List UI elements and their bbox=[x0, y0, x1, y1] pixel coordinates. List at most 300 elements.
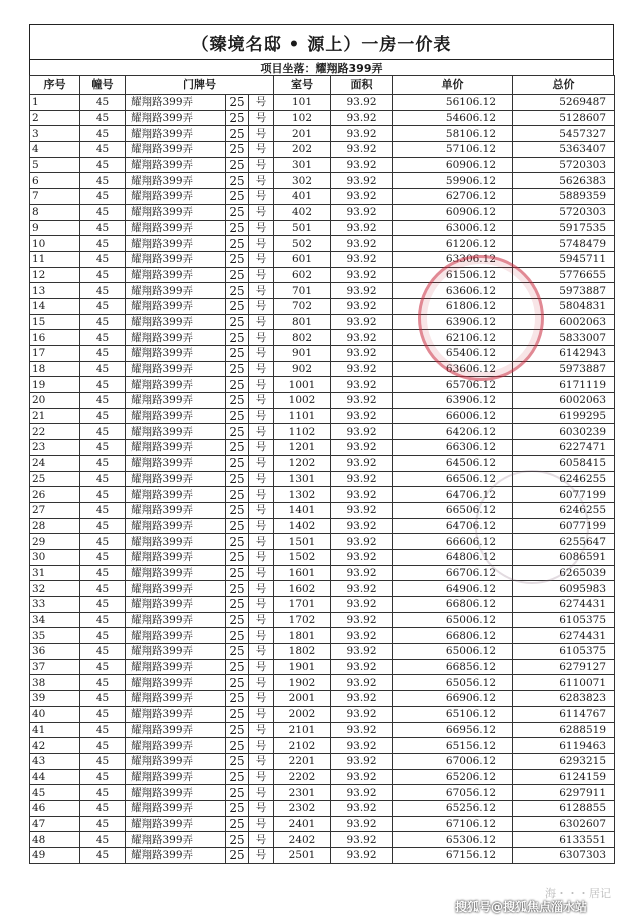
row-room: 301 bbox=[274, 157, 331, 173]
row-building: 45 bbox=[80, 346, 126, 362]
row-unit-price: 67106.12 bbox=[393, 816, 513, 832]
row-road: 耀翔路399弄 bbox=[126, 597, 226, 613]
row-hao: 号 bbox=[249, 691, 274, 707]
row-total-price: 5804831 bbox=[513, 298, 615, 314]
row-total-price: 5748479 bbox=[513, 236, 615, 252]
row-room: 1502 bbox=[274, 549, 331, 565]
row-hao: 号 bbox=[249, 236, 274, 252]
table-row bbox=[30, 565, 615, 581]
row-area: 93.92 bbox=[331, 659, 393, 675]
row-area: 93.92 bbox=[331, 377, 393, 393]
row-room: 2101 bbox=[274, 722, 331, 738]
row-room: 802 bbox=[274, 330, 331, 346]
row-unit-price: 62106.12 bbox=[393, 330, 513, 346]
row-building: 45 bbox=[80, 298, 126, 314]
table-row bbox=[30, 393, 615, 409]
row-seq: 25 bbox=[30, 471, 80, 487]
row-room: 1402 bbox=[274, 518, 331, 534]
row-hao: 号 bbox=[249, 220, 274, 236]
row-total-price: 6246255 bbox=[513, 502, 615, 518]
row-road: 耀翔路399弄 bbox=[126, 220, 226, 236]
row-unit-price: 65056.12 bbox=[393, 675, 513, 691]
row-total-price: 5363407 bbox=[513, 142, 615, 158]
row-seq: 41 bbox=[30, 722, 80, 738]
row-road: 耀翔路399弄 bbox=[126, 204, 226, 220]
row-hao: 号 bbox=[249, 361, 274, 377]
row-unit-price: 65106.12 bbox=[393, 706, 513, 722]
row-seq: 17 bbox=[30, 346, 80, 362]
row-area: 93.92 bbox=[331, 565, 393, 581]
row-road: 耀翔路399弄 bbox=[126, 236, 226, 252]
row-hao: 号 bbox=[249, 518, 274, 534]
row-seq: 24 bbox=[30, 455, 80, 471]
row-building: 45 bbox=[80, 330, 126, 346]
row-hao: 号 bbox=[249, 267, 274, 283]
row-unit-price: 60906.12 bbox=[393, 157, 513, 173]
header-unit-price: 单价 bbox=[393, 76, 513, 95]
row-door-number: 25 bbox=[226, 330, 249, 346]
row-unit-price: 63306.12 bbox=[393, 251, 513, 267]
row-seq: 1 bbox=[30, 95, 80, 111]
row-area: 93.92 bbox=[331, 424, 393, 440]
row-door-number: 25 bbox=[226, 581, 249, 597]
row-hao: 号 bbox=[249, 644, 274, 660]
row-total-price: 5833007 bbox=[513, 330, 615, 346]
row-room: 1801 bbox=[274, 628, 331, 644]
row-building: 45 bbox=[80, 157, 126, 173]
row-area: 93.92 bbox=[331, 549, 393, 565]
row-seq: 40 bbox=[30, 706, 80, 722]
row-total-price: 5269487 bbox=[513, 95, 615, 111]
row-seq: 22 bbox=[30, 424, 80, 440]
row-seq: 33 bbox=[30, 597, 80, 613]
row-seq: 11 bbox=[30, 251, 80, 267]
row-building: 45 bbox=[80, 487, 126, 503]
row-door-number: 25 bbox=[226, 738, 249, 754]
row-building: 45 bbox=[80, 722, 126, 738]
row-total-price: 6105375 bbox=[513, 612, 615, 628]
row-door-number: 25 bbox=[226, 722, 249, 738]
row-room: 1702 bbox=[274, 612, 331, 628]
row-road: 耀翔路399弄 bbox=[126, 502, 226, 518]
row-door-number: 25 bbox=[226, 518, 249, 534]
row-unit-price: 64706.12 bbox=[393, 487, 513, 503]
row-hao: 号 bbox=[249, 549, 274, 565]
row-door-number: 25 bbox=[226, 753, 249, 769]
row-building: 45 bbox=[80, 581, 126, 597]
table-row bbox=[30, 644, 615, 660]
row-seq: 39 bbox=[30, 691, 80, 707]
row-seq: 29 bbox=[30, 534, 80, 550]
row-area: 93.92 bbox=[331, 502, 393, 518]
row-door-number: 25 bbox=[226, 628, 249, 644]
row-total-price: 5626383 bbox=[513, 173, 615, 189]
table-row bbox=[30, 753, 615, 769]
row-door-number: 25 bbox=[226, 95, 249, 111]
row-building: 45 bbox=[80, 142, 126, 158]
row-area: 93.92 bbox=[331, 816, 393, 832]
row-road: 耀翔路399弄 bbox=[126, 440, 226, 456]
table-row bbox=[30, 800, 615, 816]
row-unit-price: 64906.12 bbox=[393, 581, 513, 597]
row-room: 1701 bbox=[274, 597, 331, 613]
row-road: 耀翔路399弄 bbox=[126, 377, 226, 393]
table-row bbox=[30, 314, 615, 330]
row-area: 93.92 bbox=[331, 706, 393, 722]
table-row bbox=[30, 848, 615, 864]
row-hao: 号 bbox=[249, 722, 274, 738]
row-door-number: 25 bbox=[226, 283, 249, 299]
row-seq: 5 bbox=[30, 157, 80, 173]
row-door-number: 25 bbox=[226, 236, 249, 252]
row-total-price: 6086591 bbox=[513, 549, 615, 565]
row-area: 93.92 bbox=[331, 471, 393, 487]
row-seq: 3 bbox=[30, 126, 80, 142]
row-seq: 34 bbox=[30, 612, 80, 628]
row-total-price: 6255647 bbox=[513, 534, 615, 550]
row-total-price: 6302607 bbox=[513, 816, 615, 832]
row-room: 2301 bbox=[274, 785, 331, 801]
row-building: 45 bbox=[80, 95, 126, 111]
row-area: 93.92 bbox=[331, 110, 393, 126]
row-hao: 号 bbox=[249, 126, 274, 142]
row-hao: 号 bbox=[249, 440, 274, 456]
row-unit-price: 66806.12 bbox=[393, 597, 513, 613]
row-door-number: 25 bbox=[226, 487, 249, 503]
row-unit-price: 63906.12 bbox=[393, 314, 513, 330]
row-building: 45 bbox=[80, 440, 126, 456]
row-seq: 45 bbox=[30, 785, 80, 801]
row-room: 702 bbox=[274, 298, 331, 314]
row-road: 耀翔路399弄 bbox=[126, 487, 226, 503]
table-row bbox=[30, 189, 615, 205]
table-row bbox=[30, 126, 615, 142]
row-door-number: 25 bbox=[226, 346, 249, 362]
row-area: 93.92 bbox=[331, 644, 393, 660]
row-building: 45 bbox=[80, 675, 126, 691]
row-room: 901 bbox=[274, 346, 331, 362]
row-door-number: 25 bbox=[226, 361, 249, 377]
table-row bbox=[30, 346, 615, 362]
row-road: 耀翔路399弄 bbox=[126, 330, 226, 346]
row-room: 1302 bbox=[274, 487, 331, 503]
row-road: 耀翔路399弄 bbox=[126, 267, 226, 283]
table-row bbox=[30, 157, 615, 173]
row-room: 1802 bbox=[274, 644, 331, 660]
row-unit-price: 57106.12 bbox=[393, 142, 513, 158]
row-building: 45 bbox=[80, 565, 126, 581]
row-hao: 号 bbox=[249, 706, 274, 722]
row-road: 耀翔路399弄 bbox=[126, 581, 226, 597]
row-road: 耀翔路399弄 bbox=[126, 675, 226, 691]
row-unit-price: 60906.12 bbox=[393, 204, 513, 220]
row-road: 耀翔路399弄 bbox=[126, 769, 226, 785]
row-area: 93.92 bbox=[331, 581, 393, 597]
row-unit-price: 65256.12 bbox=[393, 800, 513, 816]
row-road: 耀翔路399弄 bbox=[126, 471, 226, 487]
row-road: 耀翔路399弄 bbox=[126, 346, 226, 362]
table-row bbox=[30, 581, 615, 597]
row-area: 93.92 bbox=[331, 738, 393, 754]
row-door-number: 25 bbox=[226, 440, 249, 456]
row-hao: 号 bbox=[249, 251, 274, 267]
row-room: 2102 bbox=[274, 738, 331, 754]
row-unit-price: 63006.12 bbox=[393, 220, 513, 236]
row-area: 93.92 bbox=[331, 251, 393, 267]
row-total-price: 5945711 bbox=[513, 251, 615, 267]
row-door-number: 25 bbox=[226, 189, 249, 205]
row-seq: 10 bbox=[30, 236, 80, 252]
row-total-price: 5720303 bbox=[513, 204, 615, 220]
row-building: 45 bbox=[80, 204, 126, 220]
row-hao: 号 bbox=[249, 800, 274, 816]
table-row bbox=[30, 142, 615, 158]
row-door-number: 25 bbox=[226, 142, 249, 158]
row-hao: 号 bbox=[249, 408, 274, 424]
row-total-price: 6077199 bbox=[513, 487, 615, 503]
row-door-number: 25 bbox=[226, 612, 249, 628]
row-seq: 30 bbox=[30, 549, 80, 565]
row-area: 93.92 bbox=[331, 189, 393, 205]
row-area: 93.92 bbox=[331, 330, 393, 346]
table-row bbox=[30, 251, 615, 267]
row-unit-price: 62706.12 bbox=[393, 189, 513, 205]
row-seq: 6 bbox=[30, 173, 80, 189]
row-building: 45 bbox=[80, 691, 126, 707]
row-door-number: 25 bbox=[226, 832, 249, 848]
row-door-number: 25 bbox=[226, 769, 249, 785]
row-hao: 号 bbox=[249, 110, 274, 126]
row-road: 耀翔路399弄 bbox=[126, 408, 226, 424]
project-location: 项目坐落：耀翔路399弄 bbox=[29, 59, 614, 75]
row-total-price: 6293215 bbox=[513, 753, 615, 769]
row-unit-price: 61806.12 bbox=[393, 298, 513, 314]
table-row bbox=[30, 440, 615, 456]
row-building: 45 bbox=[80, 408, 126, 424]
row-hao: 号 bbox=[249, 157, 274, 173]
row-door-number: 25 bbox=[226, 298, 249, 314]
row-unit-price: 66906.12 bbox=[393, 691, 513, 707]
row-unit-price: 66306.12 bbox=[393, 440, 513, 456]
row-total-price: 6002063 bbox=[513, 393, 615, 409]
row-total-price: 6297911 bbox=[513, 785, 615, 801]
table-row bbox=[30, 785, 615, 801]
row-door-number: 25 bbox=[226, 471, 249, 487]
row-seq: 16 bbox=[30, 330, 80, 346]
row-room: 2401 bbox=[274, 816, 331, 832]
row-hao: 号 bbox=[249, 612, 274, 628]
row-hao: 号 bbox=[249, 314, 274, 330]
row-room: 501 bbox=[274, 220, 331, 236]
row-road: 耀翔路399弄 bbox=[126, 455, 226, 471]
row-building: 45 bbox=[80, 597, 126, 613]
table-row bbox=[30, 691, 615, 707]
row-hao: 号 bbox=[249, 487, 274, 503]
row-area: 93.92 bbox=[331, 597, 393, 613]
row-door-number: 25 bbox=[226, 220, 249, 236]
row-room: 1602 bbox=[274, 581, 331, 597]
row-road: 耀翔路399弄 bbox=[126, 800, 226, 816]
table-row bbox=[30, 361, 615, 377]
row-road: 耀翔路399弄 bbox=[126, 189, 226, 205]
header-seq: 序号 bbox=[30, 76, 80, 95]
row-road: 耀翔路399弄 bbox=[126, 644, 226, 660]
row-hao: 号 bbox=[249, 534, 274, 550]
row-room: 502 bbox=[274, 236, 331, 252]
row-seq: 47 bbox=[30, 816, 80, 832]
row-area: 93.92 bbox=[331, 95, 393, 111]
row-seq: 12 bbox=[30, 267, 80, 283]
row-seq: 20 bbox=[30, 393, 80, 409]
row-unit-price: 65006.12 bbox=[393, 612, 513, 628]
row-road: 耀翔路399弄 bbox=[126, 612, 226, 628]
row-unit-price: 64206.12 bbox=[393, 424, 513, 440]
row-room: 1901 bbox=[274, 659, 331, 675]
row-hao: 号 bbox=[249, 832, 274, 848]
table-row bbox=[30, 612, 615, 628]
table-header-row bbox=[30, 76, 615, 95]
row-area: 93.92 bbox=[331, 236, 393, 252]
row-unit-price: 64706.12 bbox=[393, 518, 513, 534]
row-seq: 18 bbox=[30, 361, 80, 377]
row-unit-price: 64806.12 bbox=[393, 549, 513, 565]
row-unit-price: 61506.12 bbox=[393, 267, 513, 283]
table-row bbox=[30, 471, 615, 487]
table-row bbox=[30, 628, 615, 644]
row-area: 93.92 bbox=[331, 393, 393, 409]
row-road: 耀翔路399弄 bbox=[126, 565, 226, 581]
row-hao: 号 bbox=[249, 675, 274, 691]
row-unit-price: 67006.12 bbox=[393, 753, 513, 769]
table-row bbox=[30, 706, 615, 722]
row-room: 201 bbox=[274, 126, 331, 142]
row-door-number: 25 bbox=[226, 424, 249, 440]
row-road: 耀翔路399弄 bbox=[126, 110, 226, 126]
row-room: 602 bbox=[274, 267, 331, 283]
row-room: 401 bbox=[274, 189, 331, 205]
row-area: 93.92 bbox=[331, 487, 393, 503]
row-hao: 号 bbox=[249, 769, 274, 785]
row-hao: 号 bbox=[249, 393, 274, 409]
row-area: 93.92 bbox=[331, 157, 393, 173]
row-total-price: 5776655 bbox=[513, 267, 615, 283]
row-door-number: 25 bbox=[226, 204, 249, 220]
row-building: 45 bbox=[80, 126, 126, 142]
table-row bbox=[30, 204, 615, 220]
table-row bbox=[30, 816, 615, 832]
row-hao: 号 bbox=[249, 346, 274, 362]
row-unit-price: 63606.12 bbox=[393, 283, 513, 299]
row-unit-price: 54606.12 bbox=[393, 110, 513, 126]
row-road: 耀翔路399弄 bbox=[126, 361, 226, 377]
row-road: 耀翔路399弄 bbox=[126, 424, 226, 440]
row-hao: 号 bbox=[249, 848, 274, 864]
row-unit-price: 66506.12 bbox=[393, 471, 513, 487]
row-building: 45 bbox=[80, 455, 126, 471]
row-room: 101 bbox=[274, 95, 331, 111]
table-row bbox=[30, 659, 615, 675]
row-room: 2001 bbox=[274, 691, 331, 707]
table-row bbox=[30, 487, 615, 503]
row-total-price: 6265039 bbox=[513, 565, 615, 581]
row-area: 93.92 bbox=[331, 204, 393, 220]
row-hao: 号 bbox=[249, 581, 274, 597]
row-unit-price: 56106.12 bbox=[393, 95, 513, 111]
row-door-number: 25 bbox=[226, 377, 249, 393]
row-hao: 号 bbox=[249, 189, 274, 205]
row-unit-price: 64506.12 bbox=[393, 455, 513, 471]
row-road: 耀翔路399弄 bbox=[126, 691, 226, 707]
row-building: 45 bbox=[80, 393, 126, 409]
row-road: 耀翔路399弄 bbox=[126, 628, 226, 644]
row-seq: 36 bbox=[30, 644, 80, 660]
row-hao: 号 bbox=[249, 785, 274, 801]
row-seq: 37 bbox=[30, 659, 80, 675]
row-total-price: 5973887 bbox=[513, 361, 615, 377]
row-road: 耀翔路399弄 bbox=[126, 142, 226, 158]
row-total-price: 5917535 bbox=[513, 220, 615, 236]
row-area: 93.92 bbox=[331, 440, 393, 456]
row-seq: 4 bbox=[30, 142, 80, 158]
table-row bbox=[30, 597, 615, 613]
row-unit-price: 66706.12 bbox=[393, 565, 513, 581]
row-room: 601 bbox=[274, 251, 331, 267]
table-row bbox=[30, 110, 615, 126]
row-door-number: 25 bbox=[226, 455, 249, 471]
row-unit-price: 67056.12 bbox=[393, 785, 513, 801]
row-seq: 9 bbox=[30, 220, 80, 236]
row-door-number: 25 bbox=[226, 706, 249, 722]
row-road: 耀翔路399弄 bbox=[126, 659, 226, 675]
row-seq: 43 bbox=[30, 753, 80, 769]
header-area: 面积 bbox=[331, 76, 393, 95]
table-row bbox=[30, 738, 615, 754]
row-unit-price: 65206.12 bbox=[393, 769, 513, 785]
row-area: 93.92 bbox=[331, 298, 393, 314]
row-building: 45 bbox=[80, 220, 126, 236]
row-unit-price: 58106.12 bbox=[393, 126, 513, 142]
table-row bbox=[30, 283, 615, 299]
row-seq: 44 bbox=[30, 769, 80, 785]
row-total-price: 5889359 bbox=[513, 189, 615, 205]
row-building: 45 bbox=[80, 236, 126, 252]
row-total-price: 6124159 bbox=[513, 769, 615, 785]
table-row bbox=[30, 549, 615, 565]
row-building: 45 bbox=[80, 753, 126, 769]
row-area: 93.92 bbox=[331, 267, 393, 283]
row-hao: 号 bbox=[249, 816, 274, 832]
table-row bbox=[30, 534, 615, 550]
row-road: 耀翔路399弄 bbox=[126, 95, 226, 111]
row-building: 45 bbox=[80, 738, 126, 754]
row-area: 93.92 bbox=[331, 283, 393, 299]
row-road: 耀翔路399弄 bbox=[126, 157, 226, 173]
row-door-number: 25 bbox=[226, 800, 249, 816]
row-unit-price: 66956.12 bbox=[393, 722, 513, 738]
table-row bbox=[30, 832, 615, 848]
row-area: 93.92 bbox=[331, 691, 393, 707]
table-row bbox=[30, 298, 615, 314]
row-total-price: 5128607 bbox=[513, 110, 615, 126]
row-area: 93.92 bbox=[331, 126, 393, 142]
row-area: 93.92 bbox=[331, 722, 393, 738]
table-row bbox=[30, 769, 615, 785]
row-door-number: 25 bbox=[226, 251, 249, 267]
row-hao: 号 bbox=[249, 753, 274, 769]
row-total-price: 6199295 bbox=[513, 408, 615, 424]
row-building: 45 bbox=[80, 377, 126, 393]
row-building: 45 bbox=[80, 785, 126, 801]
